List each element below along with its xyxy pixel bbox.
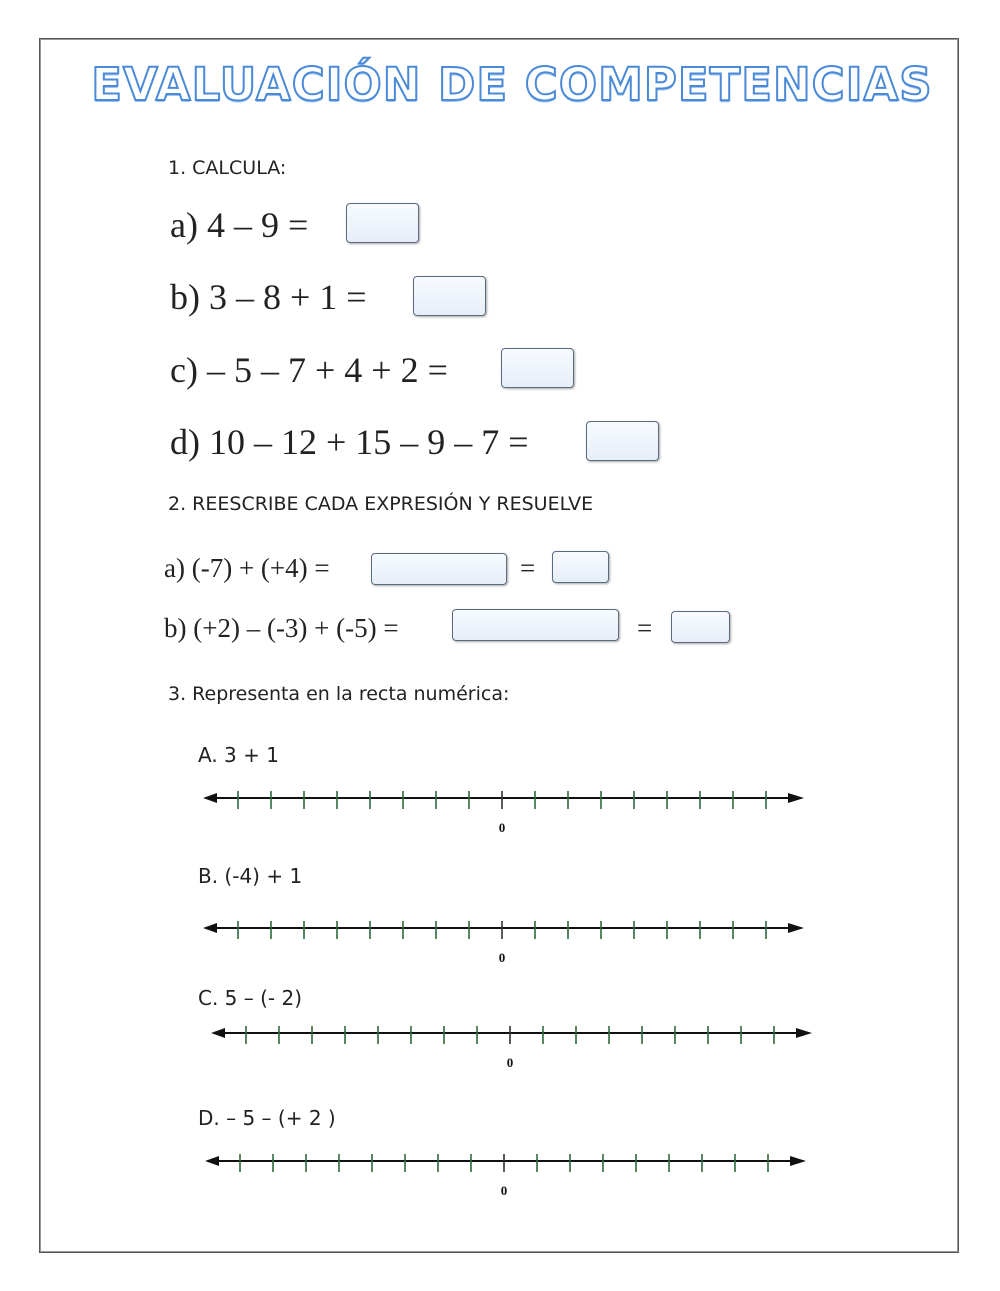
section2-heading: 2. REESCRIBE CADA EXPRESIÓN Y RESUELVE [168,493,594,515]
numberline-b-label: B. (-4) + 1 [198,864,303,888]
numberline-a[interactable] [200,785,810,840]
rewrite-b-result-box[interactable] [671,611,730,643]
calc-a-label: a) 4 – 9 = [170,205,309,245]
arrow-left-icon [203,793,217,803]
calc-d-label: d) 10 – 12 + 15 – 9 – 7 = [170,422,529,462]
rewrite-a-result-box[interactable] [552,551,609,583]
arrow-left-icon [203,923,217,933]
numberline-c-label: C. 5 – (- 2) [198,986,303,1010]
rewrite-b-expression-box[interactable] [452,609,619,641]
numberline-d[interactable] [202,1148,812,1203]
rewrite-b-equals: = [637,613,653,643]
rewrite-a-expression-box[interactable] [371,553,507,585]
section1-heading: 1. CALCULA: [168,157,287,179]
zero-label: 0 [506,1055,514,1070]
arrow-left-icon [211,1028,225,1038]
rewrite-a-label: a) (-7) + (+4) = [164,553,330,583]
arrow-right-icon [788,923,804,933]
numberline-b[interactable] [200,915,810,970]
rewrite-a-equals: = [520,553,536,583]
numberline-c[interactable] [208,1020,818,1075]
page-title: EVALUACIÓN DE COMPETENCIAS [91,58,933,111]
zero-label: 0 [498,950,506,965]
section3-heading: 3. Representa en la recta numérica: [168,683,510,705]
zero-label: 0 [498,820,506,835]
calc-d-answer-box[interactable] [586,421,659,461]
calc-c-answer-box[interactable] [501,348,574,388]
numberline-a-label: A. 3 + 1 [198,743,279,767]
calc-b-answer-box[interactable] [413,276,486,316]
arrow-right-icon [796,1028,812,1038]
calc-a-answer-box[interactable] [346,203,419,243]
arrow-left-icon [205,1156,219,1166]
calc-b-label: b) 3 – 8 + 1 = [170,277,367,317]
arrow-right-icon [788,793,804,803]
numberline-d-label: D. – 5 – (+ 2 ) [198,1106,336,1130]
zero-label: 0 [500,1183,508,1198]
calc-c-label: c) – 5 – 7 + 4 + 2 = [170,350,448,390]
arrow-right-icon [790,1156,806,1166]
rewrite-b-label: b) (+2) – (-3) + (-5) = [164,613,399,643]
